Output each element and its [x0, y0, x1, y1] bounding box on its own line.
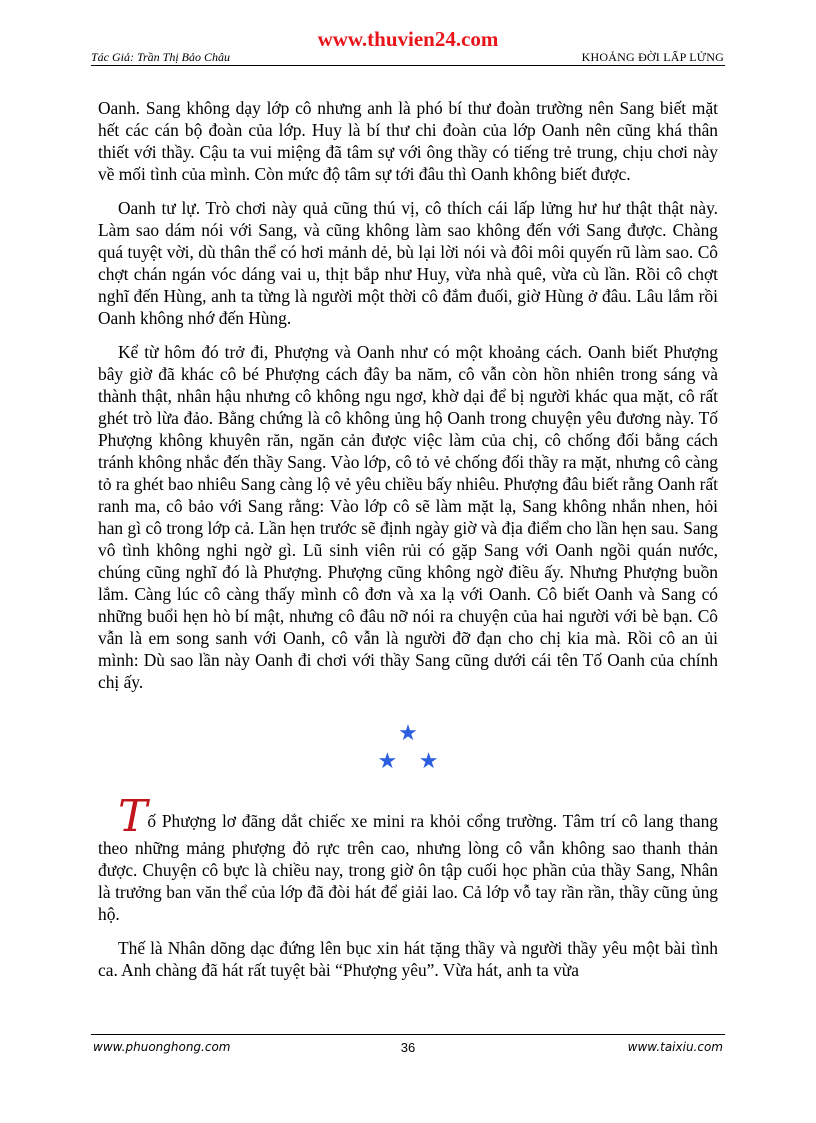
- paragraph-3: Kể từ hôm đó trở đi, Phượng và Oanh như có một khoảng cách. Oanh biết Phượng bây giờ đã khác cô bé Phượng cách đây ba năm, cô vẫn còn hồn nhiên trong sáng và thành thật, nhân hậu nhưng cô không ngu ngơ, khờ dại để bị người khác qua mặt, cô rất ghét trò lừa đảo. Bằng chứng là cô không ủng hộ Oanh trong chuyện yêu đương này. Tố Phượng không khuyên răn, ngăn cản được việc làm của chị, cô chống đối bằng cách tránh không nhắc đến thầy Sang. Vào lớp, cô tỏ vẻ chống đối thầy ra mặt, nhưng cô càng tỏ ra ghét bao nhiêu Sang càng lộ vẻ yêu chiều bấy nhiêu. Phượng đâu biết rằng Oanh rất ranh ma, cô bảo với Sang rằng: Vào lớp cô sẽ làm mặt lạ, Sang không nhắn nhen, hỏi han gì cô trong lớp cả. Lần hẹn trước sẽ định ngày giờ và địa điểm cho lần hẹn sau. Sang vô tình không nghi ngờ gì. Lũ sinh viên rủi có gặp Sang với Oanh ngồi quán nước, chúng cũng nghĩ đó là Phượng. Phượng cũng không ngờ điều ấy. Nhưng Phượng buồn lắm. Càng lúc cô càng thấy mình cô đơn và xa lạ với Oanh. Cô biết Oanh và Sang có những buổi hẹn hò bí mật, nhưng cô đâu nỡ nói ra chuyện của hai người với bè bạn. Cô vẫn là em song sanh với Oanh, cô vẫn là người đỡ đạn cho chị kia mà. Rồi cô an ủi mình: Dù sao lần này Oanh đi chơi với thầy Sang cũng dưới cái tên Tố Oanh của chính chị ấy.: [98, 342, 718, 692]
- star-icon: ★: [398, 720, 418, 745]
- dropcap-paragraph: [98, 791, 718, 925]
- footer-right-url[interactable]: www.taixiu.com: [627, 1040, 723, 1054]
- header-book-title: KHOẢNG ĐỜI LẤP LỬNG: [581, 50, 724, 64]
- site-url[interactable]: www.thuvien24.com: [317, 27, 499, 51]
- dropcap-paragraph-text: ố Phượng lơ đãng dắt chiếc xe mini ra khỏi cổng trường. Tâm trí cô lang thang theo những mảng phượng đỏ rực trên cao, nhưng lòng cô vẫn không sao thanh thản được. Chuyện cô bực là chiều nay, trong giờ ôn tập cuối học phần của thầy Sang, Nhân là trưởng ban văn thể của lớp đã đòi hát để giải lao. Cả lớp vỗ tay rần rần, thầy cũng ủng hộ.: [98, 811, 718, 924]
- page-body: [98, 97, 718, 993]
- header-rule: [91, 65, 725, 66]
- header-author: Tác Giả: Trần Thị Bảo Châu: [91, 50, 231, 64]
- section-separator: [98, 719, 718, 775]
- footer-left-url[interactable]: www.phuonghong.com: [93, 1040, 231, 1054]
- footer-rule: [91, 1034, 725, 1035]
- star-icon: ★: [377, 748, 398, 773]
- star-icon: ★: [418, 748, 439, 773]
- page-number: 36: [400, 1040, 416, 1055]
- drop-cap-letter: T: [118, 791, 148, 842]
- paragraph-1: Oanh. Sang không dạy lớp cô nhưng anh là phó bí thư đoàn trường nên Sang biết mặt hết các cán bộ đoàn của lớp. Huy là bí thư chi đoàn của lớp Oanh nên cũng khá thân thiết với thầy. Cậu ta vui miệng đã tâm sự với ông thầy có tiếng trẻ trung, chịu chơi này về mối tình của mình. Còn mức độ tâm sự tới đâu thì Oanh không biết được.: [98, 98, 718, 184]
- paragraph-last: Thế là Nhân dõng dạc đứng lên bục xin hát tặng thầy và người thầy yêu một bài tình ca. Anh chàng đã hát rất tuyệt bài “Phượng yêu”. Vừa hát, anh ta vừa: [98, 938, 718, 980]
- paragraph-2: Oanh tư lự. Trò chơi này quả cũng thú vị, cô thích cái lấp lửng hư hư thật thật này. Làm sao dám nói với Sang, và cũng không làm sao không đến với Sang được. Chàng quá tuyệt vời, dù thân thể có hơi mảnh dẻ, bù lại lời nói và đôi môi quyến rũ làm sao. Cô chợt chán ngán vóc dáng vai u, thịt bắp như Huy, vừa nhà quê, vừa cù lần. Rồi cô chợt nghĩ đến Hùng, anh ta từng là người một thời cô đắm đuối, giờ Hùng ở đâu. Lâu lắm rồi Oanh không nhớ đến Hùng.: [98, 198, 718, 328]
